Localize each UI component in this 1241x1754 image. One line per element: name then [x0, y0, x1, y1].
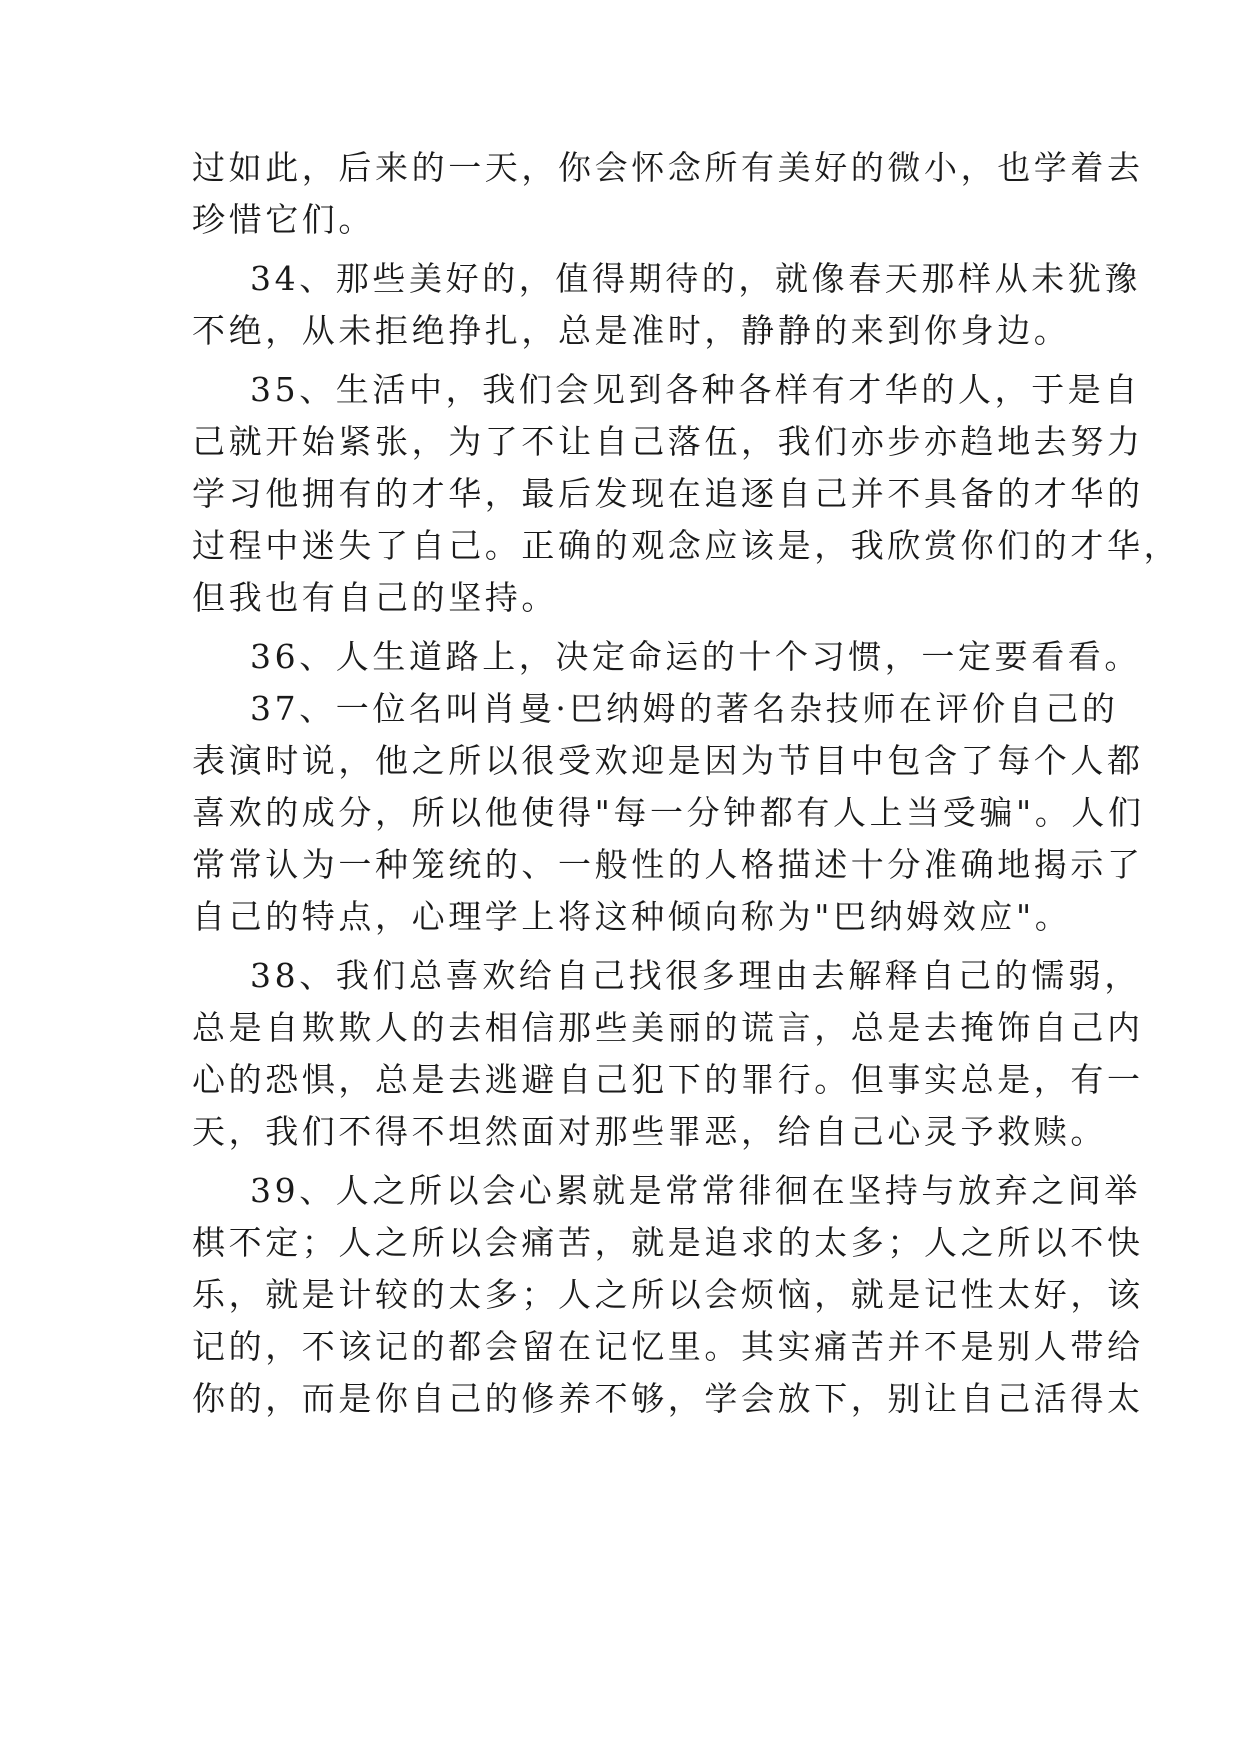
paragraph-36-line: 36、人生道路上，决定命运的十个习惯，一定要看看。: [250, 637, 1141, 676]
text-line: 学习他拥有的才华，最后发现在追逐自己并不具备的才华的: [192, 474, 1144, 513]
text-line: 记的，不该记的都会留在记忆里。其实痛苦并不是别人带给: [192, 1327, 1144, 1366]
text-line: 过如此，后来的一天，你会怀念所有美好的微小，也学着去: [192, 148, 1144, 187]
text-line: 过程中迷失了自己。正确的观念应该是，我欣赏你们的才华，: [192, 526, 1181, 565]
text-line: 自己的特点，心理学上将这种倾向称为"巴纳姆效应"。: [192, 897, 1072, 936]
text-line: 总是自欺欺人的去相信那些美丽的谎言，总是去掩饰自己内: [192, 1008, 1144, 1047]
text-line: 表演时说，他之所以很受欢迎是因为节目中包含了每个人都: [192, 741, 1144, 780]
paragraph-35-line: 35、生活中，我们会见到各种各样有才华的人，于是自: [250, 370, 1141, 409]
text-line: 珍惜它们。: [192, 200, 375, 239]
text-line: 心的恐惧，总是去逃避自己犯下的罪行。但事实总是，有一: [192, 1060, 1144, 1099]
text-line: 常常认为一种笼统的、一般性的人格描述十分准确地揭示了: [192, 845, 1144, 884]
text-line: 不绝，从未拒绝挣扎，总是准时，静静的来到你身边。: [192, 311, 1071, 350]
paragraph-34-line: 34、那些美好的，值得期待的，就像春天那样从未犹豫: [250, 259, 1141, 298]
text-line: 棋不定；人之所以会痛苦，就是追求的太多；人之所以不快: [192, 1223, 1144, 1262]
paragraph-39-line: 39、人之所以会心累就是常常徘徊在坚持与放弃之间举: [250, 1171, 1141, 1210]
text-line: 你的，而是你自己的修养不够，学会放下，别让自己活得太: [192, 1379, 1144, 1418]
paragraph-38-line: 38、我们总喜欢给自己找很多理由去解释自己的懦弱，: [250, 956, 1141, 995]
text-line: 天，我们不得不坦然面对那些罪恶，给自己心灵予救赎。: [192, 1112, 1107, 1151]
text-line: 己就开始紧张，为了不让自己落伍，我们亦步亦趋地去努力: [192, 422, 1144, 461]
paragraph-37-line: 37、一位名叫肖曼·巴纳姆的著名杂技师在评价自己的: [250, 689, 1119, 728]
text-line: 乐，就是计较的太多；人之所以会烦恼，就是记性太好，该: [192, 1275, 1144, 1314]
text-line: 但我也有自己的坚持。: [192, 578, 558, 617]
text-line: 喜欢的成分，所以他使得"每一分钟都有人上当受骗"。人们: [192, 793, 1145, 832]
